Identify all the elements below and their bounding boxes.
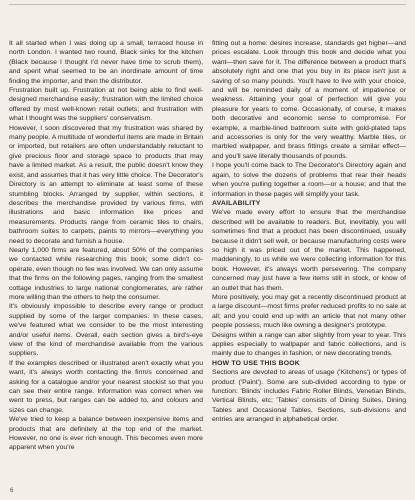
section-heading: AVAILABILITY bbox=[212, 199, 261, 207]
right-column bbox=[212, 39, 406, 453]
section-heading: HOW TO USE THIS BOOK bbox=[212, 359, 300, 367]
paragraph: More positively, you may get a recently discontinued product at a large discount—most firms prefer reduced profits to no sale at all; and you could end up with an article that not many other people possess, much like owning a designer's prototype. bbox=[212, 293, 406, 330]
left-column bbox=[9, 39, 203, 453]
paragraph: Designs within a range can alter slightly from year to year. This applies especially to wallpaper and fabric collections, and is mainly due to changes in fashion, or new decorating trends. bbox=[212, 331, 406, 358]
paragraph: I hope you'll come back to The Decorator's Directory again and again, to solve the dozens of problems that rear their heads when you're pulling together a room—or a house; and that the information in these pages will simplify your task. bbox=[212, 162, 406, 198]
top-rule bbox=[9, 4, 406, 5]
paragraph: Sections are devoted to areas of usage ('Kitchens') or types of product ('Paint'). Some are sub-divided according to type or function: 'Blinds' includes Fabric Roller Blinds, Venetian Blinds, Vertical Blinds, etc; 'Tables' consists of Dining Suites, Dining Tables and Occasional Tables. Sections, sub-divisions and entries are arranged in alphabetical order. bbox=[212, 369, 406, 424]
paragraph: If the examples described or illustrated aren't exactly what you want, it's always worth contacting the firm/s concerned and asking for a catalogue and/or your nearest stockist so that you can see their entire range. Information was correct when we went to press, but ranges can be added to, and colours and sizes can change. bbox=[9, 359, 203, 414]
paragraph: Nearly 1,000 firms are featured, about 50% of the companies we contacted while researching this book; some didn't co-operate, even though no fee was involved. We can only assume that the firms on the following pages, ranging from the smallest cottage industries to large national conglomerates, are rather more willing than the others to help the consumer. bbox=[9, 246, 203, 301]
paragraph: It's obviously impossible to describe every range or product supplied by some of the larger companies. In these cases, we've featured what we consider to be the most interesting and/or useful items. Overall, each section gives a bird's-eye view of the kind of merchandise available from the various suppliers. bbox=[9, 303, 203, 358]
page-number: 6 bbox=[10, 488, 14, 494]
paragraph: Frustration built up. Frustration at not being able to find well-designed merchandise easily; frustration with the limited choice offered by most well-known retail outlets; and frustration with what I thought was the suppliers' conservatism. bbox=[9, 87, 203, 123]
paragraph: However, I soon discovered that my frustration was shared by many people. A multitude of wonderful items are made in Britain or imported, but retailers are often understandably reluctant to give precious floor and storage space to products that may have a limited market. As a result, the public doesn't know they exist, and assumes that it has very little choice. The Decorator's Directory is an attempt to eliminate at least some of these stumbling blocks. Arranged by supplier, within sections, it describes the merchandise provided by various firms, with illustrations and basic information like prices and measurements. Products range from ceramic tiles to chairs, bathroom suites to carpets, paints to mirrors—everything you need to decorate and furnish a house. bbox=[9, 124, 203, 245]
paragraph: We've made every effort to ensure that the merchandise described will be available to readers. But, inevitably, you will sometimes find that a product has been discontinued, usually because it didn't sell well, or because manufacturing costs were so high it was priced out of the market. This happened, maddeningly, to us while we were collecting information for this book. However, it's always worth persevering. The company concerned may just have a few items still in stock, or know of an outlet that has them. bbox=[212, 209, 406, 292]
paragraph: We've tried to keep a balance between inexpensive items and products that are definitely at the top end of the market. However, no one is ever rich enough. This becomes even more apparent when you're bbox=[9, 416, 203, 452]
paragraph: fitting out a home: desires increase, standards get higher—and prices escalate. Look through this book and decide what you want—then save for it. The difference between a product that's absolutely right and one that you buy in its place isn't just a saving of so many pounds. You'll have to live with your choice, and will be reminded daily of a moment of impatience or weakness. Attaining your goal of perfection will give you pleasure for years to come. Occasionally, of course, it makes both decorative and economic sense to compromise. For example, a marble-lined bathroom suite with gold-plated taps and accessories is only for the very wealthy. Marble tiles, or marbled wallpaper, and brass fittings create a similar effect—and you'll save literally thousands of pounds. bbox=[212, 40, 406, 160]
paragraph: It all started when I was doing up a small, terraced house in north London. I wanted two round, Black sinks for the kitchen (Black because I thought I'd never have time to scrub them), and spent what seemed to be an inordinate amount of time finding the importer, and then the distributor. bbox=[9, 40, 203, 85]
text-columns bbox=[9, 39, 406, 453]
